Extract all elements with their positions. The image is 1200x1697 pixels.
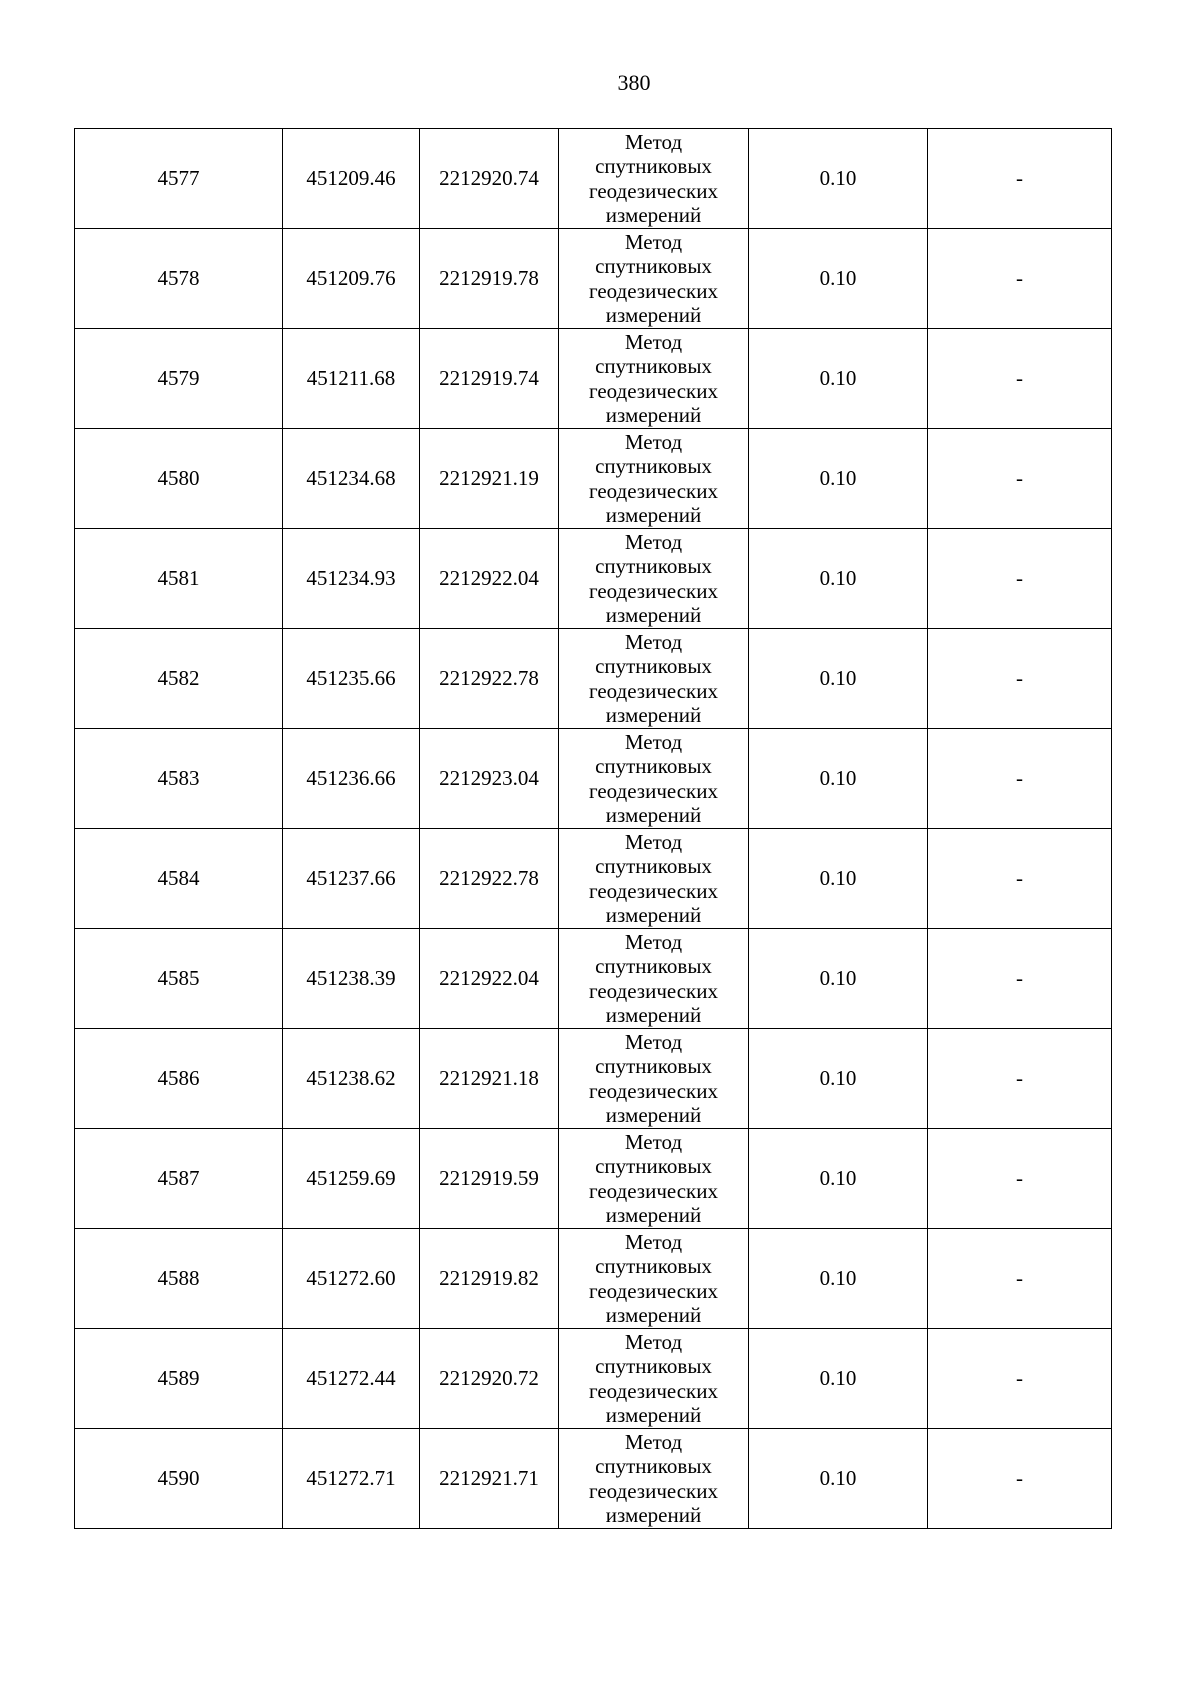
table-row — [75, 1329, 1112, 1429]
table-row — [75, 529, 1112, 629]
x-coordinate-cell: 451236.66 — [283, 729, 420, 829]
point-number-cell: 4582 — [75, 629, 283, 729]
method-line: измерений — [605, 1403, 702, 1427]
method-cell — [559, 129, 749, 229]
point-number-cell: 4579 — [75, 329, 283, 429]
x-coordinate-cell: 451238.39 — [283, 929, 420, 1029]
x-coordinate-cell: 451234.68 — [283, 429, 420, 529]
method-cell — [559, 1129, 749, 1229]
point-number-cell: 4585 — [75, 929, 283, 1029]
method-line: спутниковых — [595, 454, 712, 478]
note-cell: - — [928, 429, 1112, 529]
method-line: спутниковых — [595, 1154, 712, 1178]
accuracy-cell: 0.10 — [749, 829, 928, 929]
y-coordinate-cell: 2212922.78 — [420, 629, 559, 729]
method-line: геодезических — [588, 1478, 718, 1503]
point-number-cell: 4587 — [75, 1129, 283, 1229]
accuracy-cell: 0.10 — [749, 1429, 928, 1529]
point-number-cell: 4586 — [75, 1029, 283, 1129]
accuracy-cell: 0.10 — [749, 729, 928, 829]
method-line: спутниковых — [595, 1354, 712, 1378]
accuracy-cell: 0.10 — [749, 1229, 928, 1329]
table-body — [75, 129, 1112, 1529]
accuracy-cell: 0.10 — [749, 629, 928, 729]
method-cell — [559, 629, 749, 729]
y-coordinate-cell: 2212921.19 — [420, 429, 559, 529]
method-line: измерений — [605, 303, 702, 327]
note-cell: - — [928, 929, 1112, 1029]
note-cell: - — [928, 829, 1112, 929]
x-coordinate-cell: 451211.68 — [283, 329, 420, 429]
table-row — [75, 829, 1112, 929]
point-number-cell: 4581 — [75, 529, 283, 629]
method-line: Метод — [624, 729, 683, 754]
method-cell — [559, 929, 749, 1029]
note-cell: - — [928, 729, 1112, 829]
method-line: Метод — [624, 629, 683, 654]
x-coordinate-cell: 451235.66 — [283, 629, 420, 729]
method-line: Метод — [624, 429, 683, 454]
table-row — [75, 1029, 1112, 1129]
x-coordinate-cell: 451238.62 — [283, 1029, 420, 1129]
method-line: измерений — [605, 703, 702, 727]
point-number-cell: 4590 — [75, 1429, 283, 1529]
method-line: спутниковых — [595, 1454, 712, 1478]
method-cell — [559, 529, 749, 629]
note-cell: - — [928, 1229, 1112, 1329]
y-coordinate-cell: 2212921.18 — [420, 1029, 559, 1129]
method-cell — [559, 1329, 749, 1429]
accuracy-cell: 0.10 — [749, 229, 928, 329]
method-line: Метод — [624, 929, 683, 954]
accuracy-cell: 0.10 — [749, 429, 928, 529]
method-line: геодезических — [588, 1178, 718, 1203]
method-line: Метод — [624, 229, 683, 254]
method-cell — [559, 829, 749, 929]
table-row — [75, 229, 1112, 329]
method-line: геодезических — [588, 878, 718, 903]
point-number-cell: 4583 — [75, 729, 283, 829]
note-cell: - — [928, 329, 1112, 429]
method-line: геодезических — [588, 578, 718, 603]
table-row — [75, 429, 1112, 529]
method-line: спутниковых — [595, 1054, 712, 1078]
method-line: геодезических — [588, 178, 718, 203]
accuracy-cell: 0.10 — [749, 1129, 928, 1229]
method-line: геодезических — [588, 1278, 718, 1303]
accuracy-cell: 0.10 — [749, 929, 928, 1029]
table-row — [75, 129, 1112, 229]
note-cell: - — [928, 1029, 1112, 1129]
point-number-cell: 4589 — [75, 1329, 283, 1429]
method-line: геодезических — [588, 1378, 718, 1403]
method-line: геодезических — [588, 778, 718, 803]
method-line: измерений — [605, 903, 702, 927]
x-coordinate-cell: 451272.60 — [283, 1229, 420, 1329]
point-number-cell: 4578 — [75, 229, 283, 329]
y-coordinate-cell: 2212923.04 — [420, 729, 559, 829]
table-row — [75, 929, 1112, 1029]
method-cell — [559, 429, 749, 529]
y-coordinate-cell: 2212922.04 — [420, 529, 559, 629]
method-cell — [559, 229, 749, 329]
method-cell — [559, 729, 749, 829]
point-number-cell: 4577 — [75, 129, 283, 229]
method-line: спутниковых — [595, 354, 712, 378]
method-line: спутниковых — [595, 154, 712, 178]
note-cell: - — [928, 229, 1112, 329]
method-line: Метод — [624, 329, 683, 354]
method-cell — [559, 1229, 749, 1329]
method-line: измерений — [605, 1103, 702, 1127]
note-cell: - — [928, 629, 1112, 729]
table-row — [75, 329, 1112, 429]
x-coordinate-cell: 451272.71 — [283, 1429, 420, 1529]
x-coordinate-cell: 451259.69 — [283, 1129, 420, 1229]
method-line: геодезических — [588, 278, 718, 303]
y-coordinate-cell: 2212919.82 — [420, 1229, 559, 1329]
method-line: спутниковых — [595, 1254, 712, 1278]
note-cell: - — [928, 129, 1112, 229]
method-line: спутниковых — [595, 754, 712, 778]
method-cell — [559, 1429, 749, 1529]
method-line: Метод — [624, 529, 683, 554]
method-cell — [559, 1029, 749, 1129]
method-line: измерений — [605, 1503, 702, 1527]
accuracy-cell: 0.10 — [749, 129, 928, 229]
method-line: спутниковых — [595, 654, 712, 678]
method-line: Метод — [624, 1329, 683, 1354]
accuracy-cell: 0.10 — [749, 1329, 928, 1429]
y-coordinate-cell: 2212921.71 — [420, 1429, 559, 1529]
table-row — [75, 1129, 1112, 1229]
method-line: Метод — [624, 1229, 683, 1254]
x-coordinate-cell: 451237.66 — [283, 829, 420, 929]
method-line: измерений — [605, 403, 702, 427]
method-line: геодезических — [588, 978, 718, 1003]
accuracy-cell: 0.10 — [749, 529, 928, 629]
point-number-cell: 4588 — [75, 1229, 283, 1329]
y-coordinate-cell: 2212920.72 — [420, 1329, 559, 1429]
method-line: Метод — [624, 129, 683, 154]
method-line: Метод — [624, 829, 683, 854]
note-cell: - — [928, 1129, 1112, 1229]
method-line: измерений — [605, 1203, 702, 1227]
point-number-cell: 4580 — [75, 429, 283, 529]
accuracy-cell: 0.10 — [749, 1029, 928, 1129]
table-row — [75, 1429, 1112, 1529]
method-line: геодезических — [588, 1078, 718, 1103]
method-line: Метод — [624, 1429, 683, 1454]
y-coordinate-cell: 2212919.59 — [420, 1129, 559, 1229]
x-coordinate-cell: 451209.46 — [283, 129, 420, 229]
y-coordinate-cell: 2212922.04 — [420, 929, 559, 1029]
table-row — [75, 629, 1112, 729]
method-line: измерений — [605, 203, 702, 227]
method-line: измерений — [605, 503, 702, 527]
x-coordinate-cell: 451209.76 — [283, 229, 420, 329]
page-number: 380 — [617, 70, 651, 95]
point-number-cell: 4584 — [75, 829, 283, 929]
x-coordinate-cell: 451234.93 — [283, 529, 420, 629]
method-line: Метод — [624, 1029, 683, 1054]
method-line: измерений — [605, 1303, 702, 1327]
method-line: геодезических — [588, 378, 718, 403]
method-line: Метод — [624, 1129, 683, 1154]
method-line: спутниковых — [595, 954, 712, 978]
y-coordinate-cell: 2212922.78 — [420, 829, 559, 929]
method-line: геодезических — [588, 678, 718, 703]
y-coordinate-cell: 2212920.74 — [420, 129, 559, 229]
method-line: измерений — [605, 1003, 702, 1027]
accuracy-cell: 0.10 — [749, 329, 928, 429]
x-coordinate-cell: 451272.44 — [283, 1329, 420, 1429]
method-line: геодезических — [588, 478, 718, 503]
y-coordinate-cell: 2212919.78 — [420, 229, 559, 329]
method-line: спутниковых — [595, 254, 712, 278]
method-line: измерений — [605, 603, 702, 627]
note-cell: - — [928, 529, 1112, 629]
coordinates-table — [74, 128, 1112, 1529]
method-line: спутниковых — [595, 554, 712, 578]
y-coordinate-cell: 2212919.74 — [420, 329, 559, 429]
table-row — [75, 729, 1112, 829]
note-cell: - — [928, 1429, 1112, 1529]
method-line: измерений — [605, 803, 702, 827]
note-cell: - — [928, 1329, 1112, 1429]
method-line: спутниковых — [595, 854, 712, 878]
table-row — [75, 1229, 1112, 1329]
method-cell — [559, 329, 749, 429]
